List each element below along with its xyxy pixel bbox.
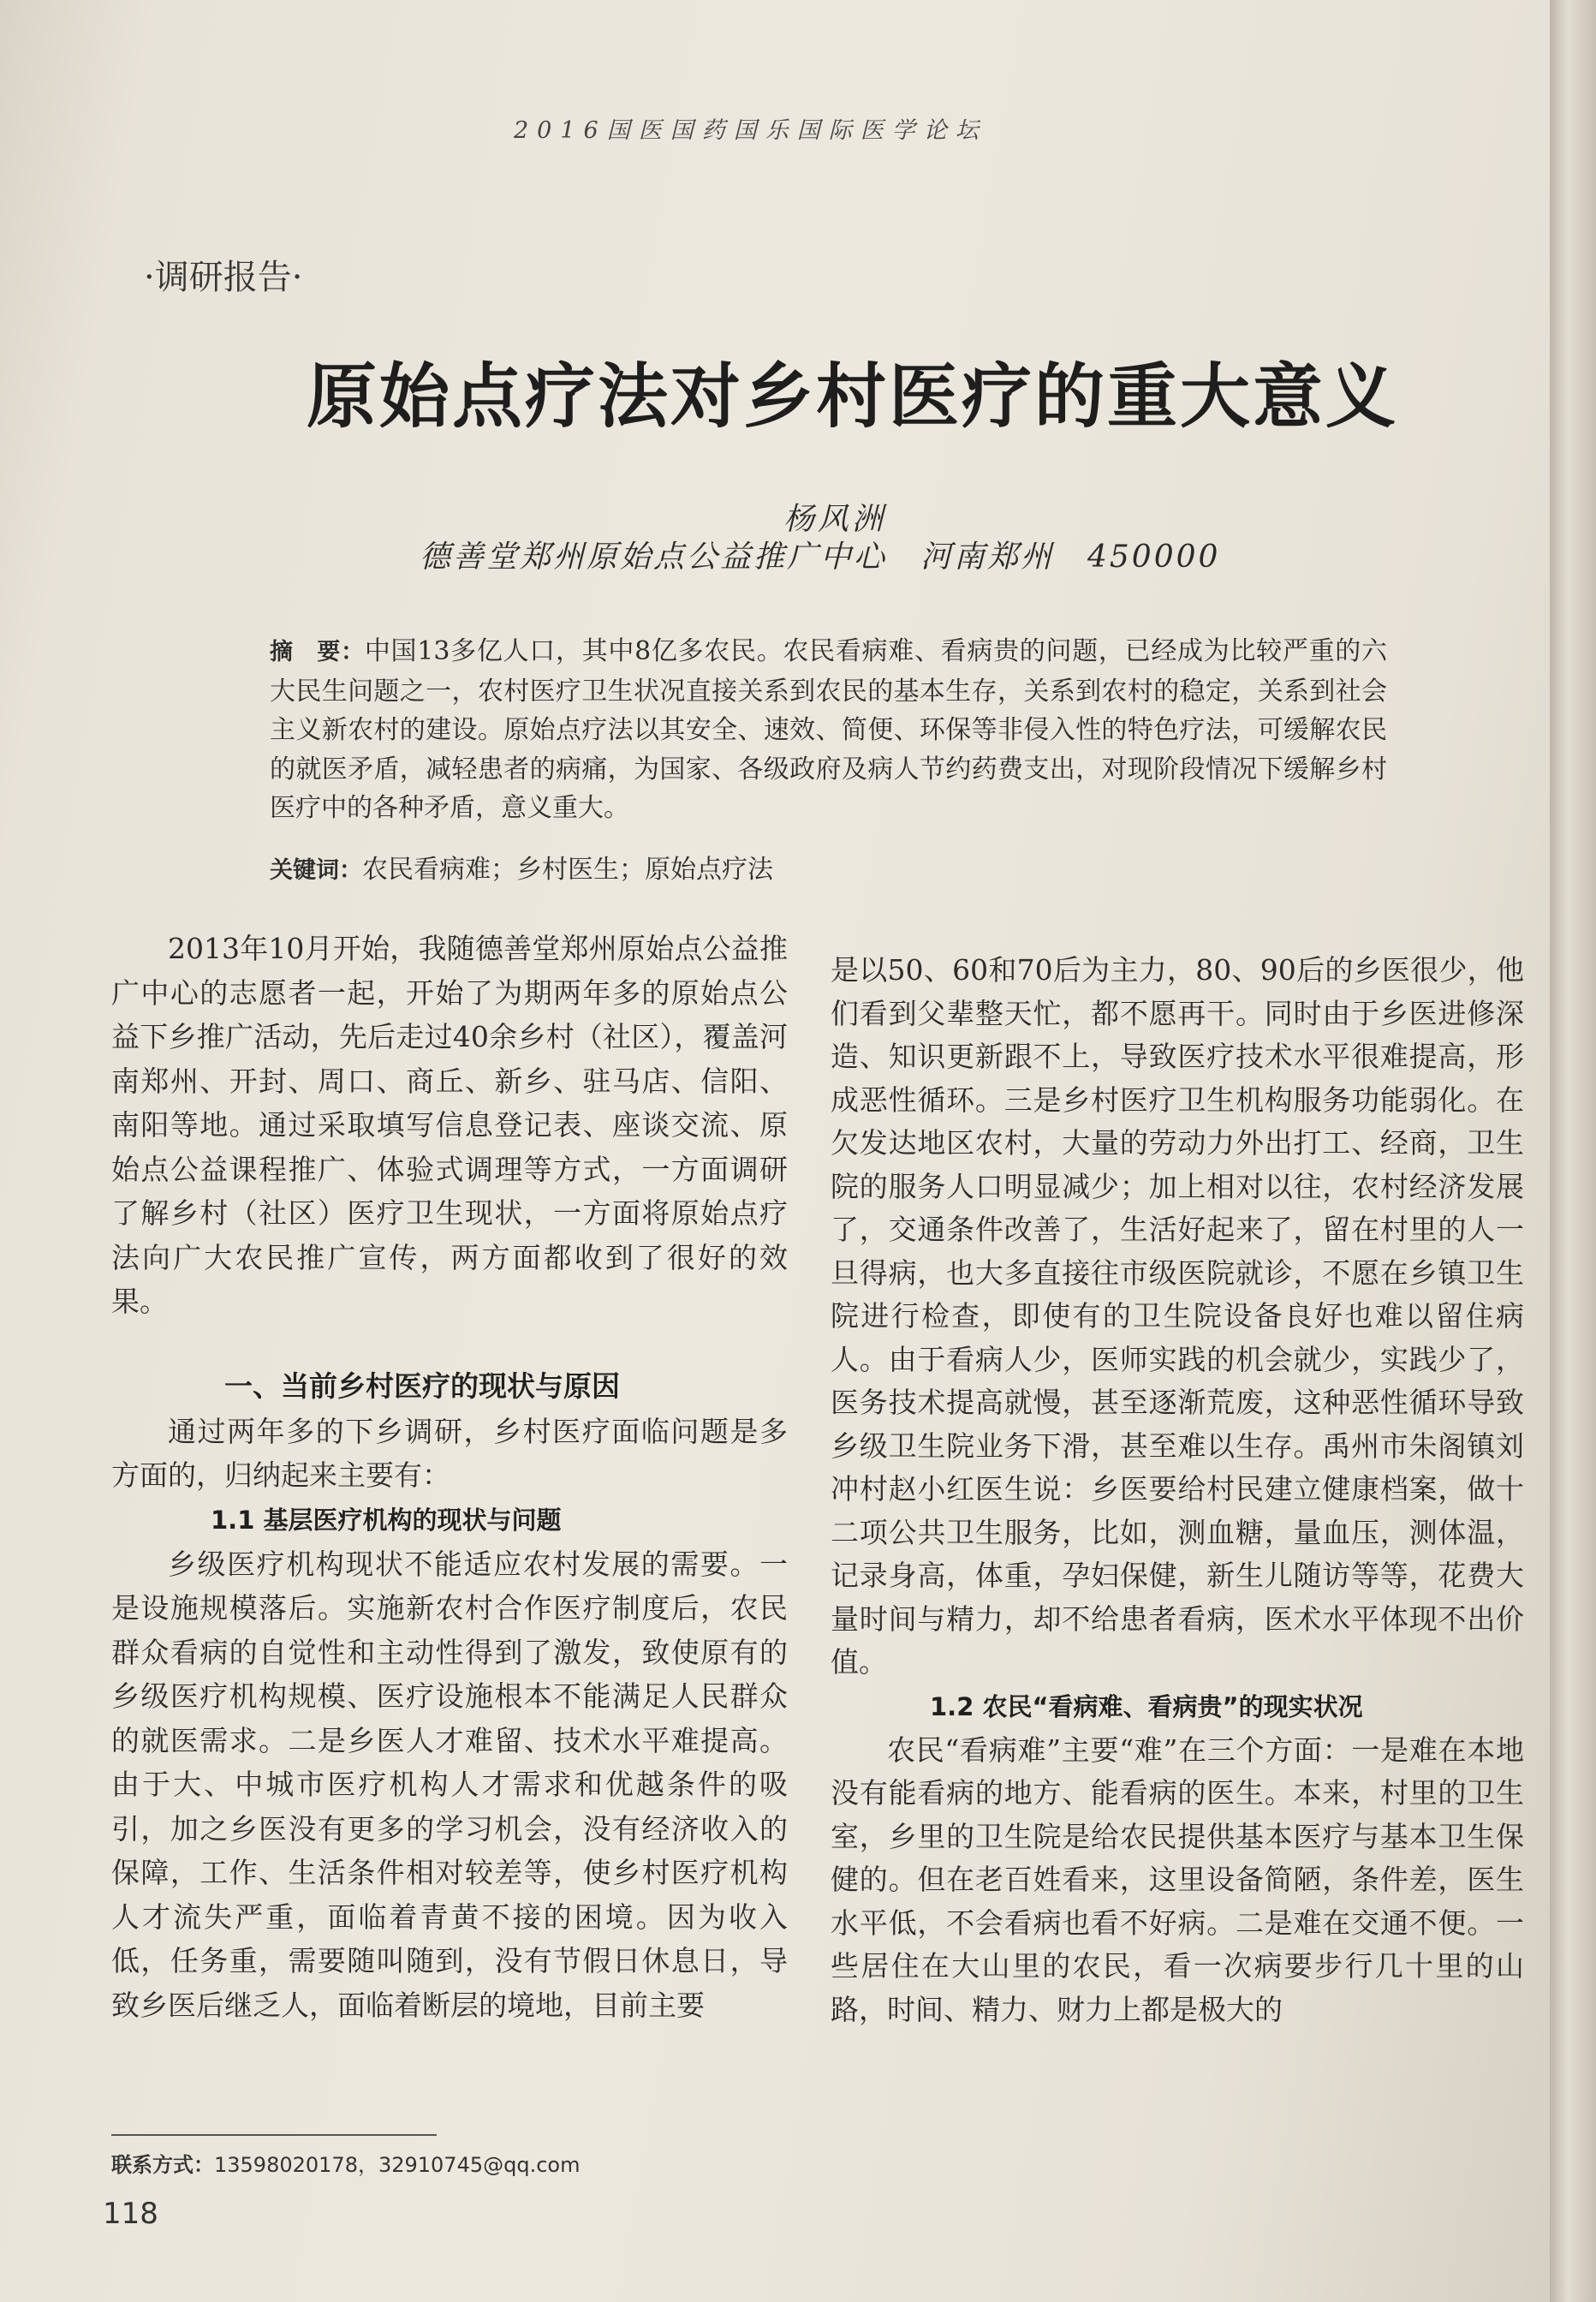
contact-info xyxy=(111,2148,580,2178)
article-title: 原始点疗法对乡村医疗的重大意义 xyxy=(307,355,1399,438)
subsection-1-1-continued: 是以50、60和70后为主力，80、90后的乡医很少，他们看到父辈整天忙，都不愿再干。同时由于乡医进修深造、知识更新跟不上，导致医疗技术水平很难提高，形成恶性循环。三是乡村医疗卫生机构服务功能弱化。在欠发达地区农村，大量的劳动力外出打工、经商，卫生院的服务人口明显减少；加上相对以往，农村经济发展了，交通条件改善了，生活好起来了，留在村里的人一旦得病，也大多直接往市级医院就诊，不愿在乡镇卫生院进行检查，即使有的卫生院设备良好也难以留住病人。由于看病人少，医师实践的机会就少，实践少了，医务技术提高就慢，甚至逐渐荒废，这种恶性循环导致乡级卫生院业务下滑，甚至难以生存。禹州市朱阁镇刘冲村赵小红医生说：乡医要给村民建立健康档案，做十二项公共卫生服务，比如，测血糖，量血压，测体温，记录身高，体重，孕妇保健，新生儿随访等等，花费大量时间与精力，却不给患者看病，医术水平体现不出价值。 xyxy=(831,953,1524,1679)
abstract-text: 中国13多亿人口，其中8亿多农民。农民看病难、看病贵的问题，已经成为比较严重的六大民生问题之一，农村医疗卫生状况直接关系到农民的基本生存，关系到农村的稳定，关系到社会主义新农村的建设。原始点疗法以其安全、速效、简便、环保等非侵入性的特色疗法，可缓解农民的就医矛盾，减轻患者的病痛，为国家、各级政府及病人节约药费支出，对现阶段情况下缓解乡村医疗中的各种矛盾，意义重大。 xyxy=(270,636,1388,823)
subsection-1-1-heading: 1.1 基层医疗机构的现状与问题 xyxy=(211,1505,562,1535)
contact-label: 联系方式： xyxy=(111,2153,214,2177)
keywords-label: 关键词： xyxy=(270,857,362,884)
page-number: 118 xyxy=(103,2197,158,2231)
section-1-intro: 通过两年多的下乡调研，乡村医疗面临问题是多方面的，归纳起来主要有： xyxy=(111,1414,788,1492)
right-column xyxy=(831,949,1524,2031)
adjacent-page-edge xyxy=(1550,0,1596,2302)
keywords xyxy=(270,848,1387,886)
contact-text: 13598020178，32910745@qq.com xyxy=(214,2153,581,2177)
author-affiliation: 德善堂郑州原始点公益推广中心 河南郑州 450000 xyxy=(420,540,1221,575)
left-column xyxy=(111,927,788,2027)
abstract-label: 摘 要： xyxy=(270,639,365,665)
keywords-text: 农民看病难；乡村医生；原始点疗法 xyxy=(362,855,773,885)
subsection-1-2-text: 农民“看病难”主要“难”在三个方面：一是难在本地没有能看病的地方、能看病的医生。本来，村里的卫生室，乡里的卫生院是给农民提供基本医疗与基本卫生保健的。但在老百姓看来，这里设备简陋，条件差，医生水平低，不会看病也看不好病。二是难在交通不便。一些居住在大山里的农民，看一次病要步行几十里的山路，时间、精力、财力上都是极大的 xyxy=(831,1732,1524,2026)
section-tag: ·调研报告· xyxy=(144,258,303,297)
subsection-1-2-heading: 1.2 农民“看病难、看病贵”的现实状况 xyxy=(930,1691,1363,1721)
footnote-rule xyxy=(111,2134,437,2136)
intro-paragraph: 2013年10月开始，我随德善堂郑州原始点公益推广中心的志愿者一起，开始了为期两年多的原始点公益下乡推广活动，先后走过40余乡村（社区），覆盖河南郑州、开封、周口、商丘、新乡、驻马店、信阳、南阳等地。通过采取填写信息登记表、座谈交流、原始点公益课程推广、体验式调理等方式，一方面调研了解乡村（社区）医疗卫生现状，一方面将原始点疗法向广大农民推广宣传，两方面都收到了很好的效果。 xyxy=(111,932,788,1318)
author-name: 杨风洲 xyxy=(783,502,887,537)
abstract xyxy=(270,632,1387,828)
subsection-1-1-text: 乡级医疗机构现状不能适应农村发展的需要。一是设施规模落后。实施新农村合作医疗制度后，农民群众看病的自觉性和主动性得到了激发，致使原有的乡级医疗机构规模、医疗设施根本不能满足人民群众的就医需求。二是乡医人才难留、技术水平难提高。由于大、中城市医疗机构人才需求和优越条件的吸引，加之乡医没有更多的学习机会，没有经济收入的保障，工作、生活条件相对较差等，使乡村医疗机构人才流失严重，面临着青黄不接的困境。因为收入低，任务重，需要随叫随到，没有节假日休息日，导致乡医后继乏人，面临着断层的境地，目前主要 xyxy=(111,1547,788,2022)
section-1-heading: 一、当前乡村医疗的现状与原因 xyxy=(224,1369,620,1403)
journal-header: 2016国医国药国乐国际医学论坛 xyxy=(514,117,987,144)
